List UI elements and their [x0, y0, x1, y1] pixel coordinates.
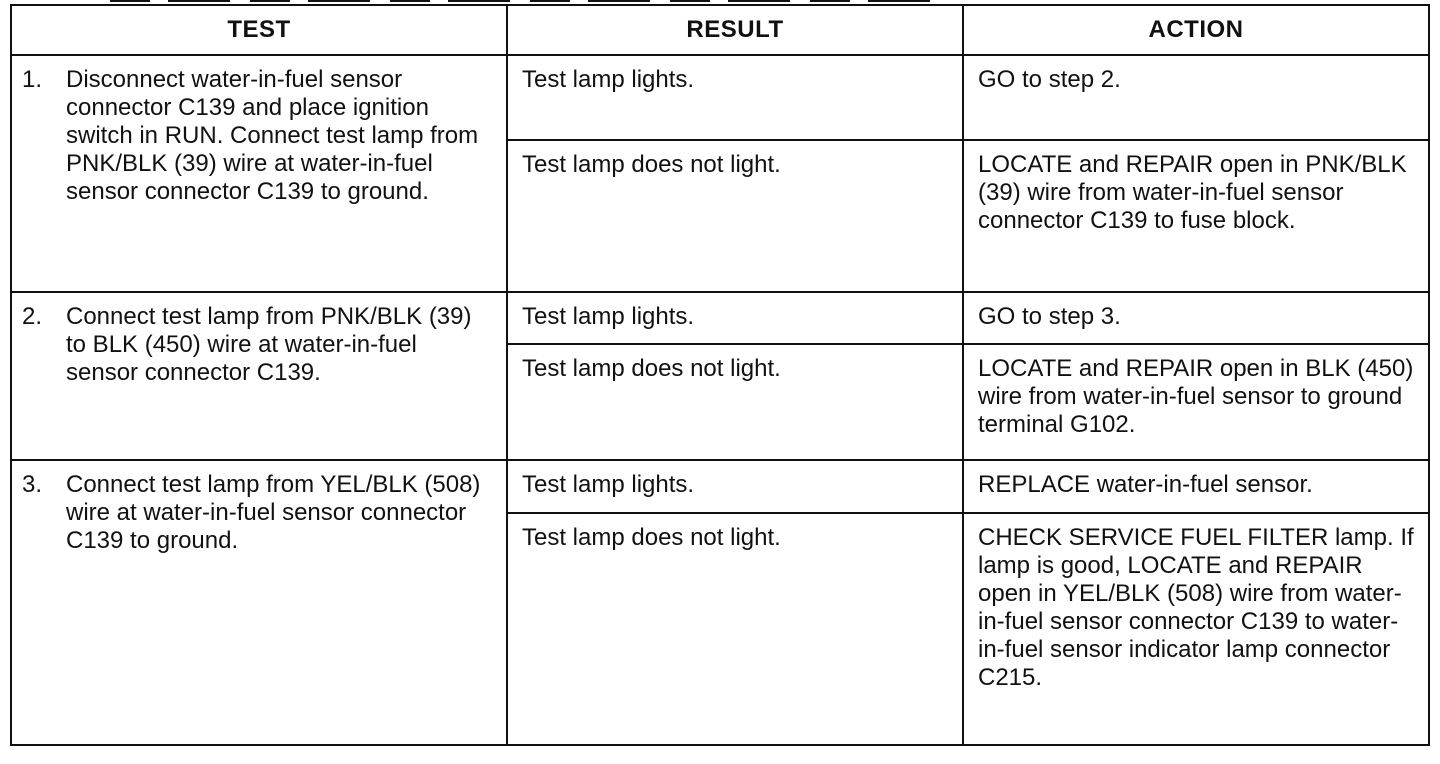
table-row	[11, 292, 1429, 345]
result-cell: Test lamp lights.	[507, 55, 963, 140]
test-cell-step-2	[11, 292, 507, 461]
table-row	[11, 460, 1429, 513]
step-test-text: Connect test lamp from YEL/BLK (508) wire at water-in-fuel sensor connector C139 to ground.	[66, 471, 481, 555]
header-action: ACTION	[963, 5, 1429, 55]
result-cell: Test lamp does not light.	[507, 140, 963, 291]
header-result: RESULT	[507, 5, 963, 55]
step-number: 3.	[22, 471, 43, 499]
action-cell: GO to step 3.	[963, 292, 1429, 345]
diagnostic-table	[10, 4, 1430, 746]
header-test: TEST	[11, 5, 507, 55]
table-row	[11, 55, 1429, 140]
step-number: 1.	[22, 66, 43, 93]
diagnostic-table-sheet	[10, 4, 1428, 746]
action-cell: LOCATE and REPAIR open in BLK (450) wire from water-in-fuel sensor to ground terminal G102.	[963, 344, 1429, 460]
action-cell: GO to step 2.	[963, 55, 1429, 140]
step-test-text: Connect test lamp from PNK/BLK (39) to BLK (450) wire at water-in-fuel sensor connector C139.	[66, 302, 472, 386]
step-number: 2.	[22, 302, 43, 330]
header-row	[11, 5, 1429, 55]
step-test-text: Disconnect water-in-fuel sensor connector C139 and place ignition switch in RUN. Connect test lamp from PNK/BLK (39) wire at water-in-fuel sensor connector C139 to ground.	[66, 66, 479, 205]
test-cell-step-3	[11, 460, 507, 745]
result-cell: Test lamp does not light.	[507, 344, 963, 460]
action-cell: CHECK SERVICE FUEL FILTER lamp. If lamp is good, LOCATE and REPAIR open in YEL/BLK (508) wire from water-in-fuel sensor connector C139 to water-in-fuel sensor indicator lamp connector C215.	[963, 513, 1429, 745]
result-cell: Test lamp does not light.	[507, 513, 963, 745]
action-cell: LOCATE and REPAIR open in PNK/BLK (39) wire from water-in-fuel sensor connector C139 to fuse block.	[963, 140, 1429, 291]
action-cell: REPLACE water-in-fuel sensor.	[963, 460, 1429, 513]
test-cell-step-1	[11, 55, 507, 292]
result-cell: Test lamp lights.	[507, 292, 963, 345]
result-cell: Test lamp lights.	[507, 460, 963, 513]
top-rule	[110, 0, 930, 2]
